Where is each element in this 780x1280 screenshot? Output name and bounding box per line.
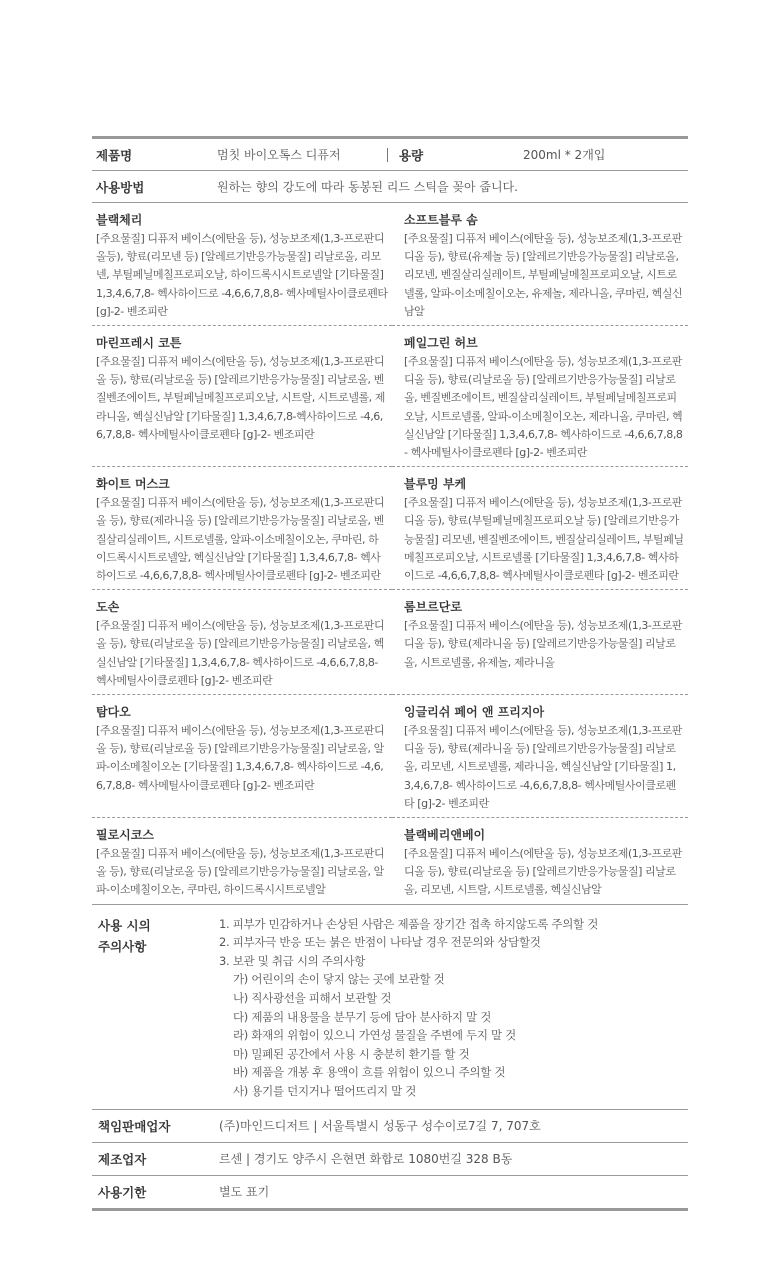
scent-item <box>392 590 688 695</box>
expiry-row <box>92 1176 688 1211</box>
scent-item <box>92 467 392 590</box>
scent-name: 화이트 머스크 <box>96 477 170 492</box>
scent-ingredients: [주요물질] 디퓨저 베이스(에탄올 등), 성능보조제(1,3-프로판디올등), 향료(리모넨 등) [알레르기반응가능물질] 리날로올, 리모넨, 부틸페닐메칠프로피오날, 하이드록시시트로넬알 [기타물질] 1,3,4,6,7,8- 헥사하이드로 -4,6,6,7,8,8- 헥사메틸사이클로펜타 [g]-2- 벤조피란 <box>96 232 388 318</box>
scent-ingredients: [주요물질] 디퓨저 베이스(에탄올 등), 성능보조제(1,3-프로판디올 등), 향료(제라니올 등) [알레르기반응가능물질] 리날로올, 리모넨, 시트로넬롤, 제라니올, 헥실신남알 [기타물질] 1,3,4,6,7,8- 헥사하이드로 -4,6,6,7,8,8- 헥사메틸사이클로펜타 [g]-2- 벤조피란 <box>404 724 682 810</box>
scent-name: 마린프레시 코튼 <box>96 336 182 351</box>
caution-item: 3. 보관 및 취급 시의 주의사항 <box>219 953 366 968</box>
caution-sub-item: 라) 화재의 위험이 있으니 가연성 물질을 주변에 두지 말 것 <box>233 1028 516 1043</box>
scent-name: 블랙체리 <box>96 213 143 227</box>
caution-item: 1. 피부가 민감하거나 손상된 사람은 제품을 장기간 접촉 하지않도록 주의할 것 <box>219 916 599 931</box>
scent-ingredients: [주요물질] 디퓨저 베이스(에탄올 등), 성능보조제(1,3-프로판디올 등), 향료(제라니올 등) [알레르기반응가능물질] 리날로올, 벤질살리실레이트, 시트로넬롤, 알파-이소메칠이오논, 쿠마린, 하이드록시시트로넬알, 헥실신남알 [기타물질] 1,3,4,6,7,8- 헥사하이드로 -4,6,6,7,8,8- 헥사메틸사이클로펜타 [g]-2- 벤조피란 <box>96 496 385 583</box>
scent-item <box>92 203 392 326</box>
scent-ingredients: [주요물질] 디퓨저 베이스(에탄올 등), 성능보조제(1,3-프로판디올 등), 향료(부틸페닐메칠프로피오날 등) [알레르기반응가능물질] 리모넨, 벤질벤조에이트, 벤질살리실레이트, 부틸페닐메칠프로피오날, 시트로넬롤 [기타물질] 1,3,4,6,7,8- 헥사하이드로 -4,6,6,7,8,8- 헥사메틸사이클로펜타 [g]-2- 벤조피란 <box>404 496 684 583</box>
scent-item <box>392 203 688 326</box>
scent-ingredients: [주요물질] 디퓨저 베이스(에탄올 등), 성능보조제(1,3-프로판디올 등), 향료(리날로올 등) [알레르기반응가능물질] 리날로올, 알파-이소메칠이오논, 쿠마린, 하이드록시시트로넬알 <box>96 847 385 897</box>
seller-label: 책임판매업자 <box>98 1118 171 1134</box>
seller-row <box>92 1110 688 1143</box>
product-info-sheet <box>92 136 688 1211</box>
scent-item <box>392 467 688 590</box>
manufacturer-row <box>92 1143 688 1176</box>
scent-ingredients: [주요물질] 디퓨저 베이스(에탄올 등), 성능보조제(1,3-프로판디올 등), 향료(리날로올 등) [알레르기반응가능물질] 리날로올, 리모넨, 시트랄, 시트로넬롤, 헥실신남알 <box>404 847 682 897</box>
column-divider <box>387 148 388 162</box>
scent-name: 롬브르단로 <box>404 600 462 615</box>
scent-name: 블루밍 부케 <box>404 477 467 492</box>
scent-name: 소프트블루 솜 <box>404 213 478 227</box>
product-name-value: 멈칫 바이오톡스 디퓨저 <box>217 148 341 162</box>
caution-item: 2. 피부자극 반응 또는 붉은 반점이 나타날 경우 전문의와 상담할것 <box>219 935 541 950</box>
product-row <box>92 139 688 171</box>
manufacturer-value: 르센 | 경기도 양주시 은현면 화합로 1080번길 328 B동 <box>219 1152 513 1167</box>
scent-name: 필로시코스 <box>96 828 154 843</box>
product-name-label: 제품명 <box>96 147 133 163</box>
caution-sub-item: 바) 제품을 개봉 후 용액이 흐를 위험이 있으니 주의할 것 <box>233 1065 506 1080</box>
scent-item <box>392 818 688 904</box>
scent-name: 블랙베리앤베이 <box>404 828 486 843</box>
scent-name: 페일그린 허브 <box>404 336 478 351</box>
volume-label: 용량 <box>399 147 424 163</box>
scent-item <box>392 695 688 818</box>
usage-label: 사용방법 <box>96 179 145 195</box>
caution-sub-item: 가) 어린이의 손이 닿지 않는 곳에 보관할 것 <box>233 972 445 987</box>
manufacturer-label: 제조업자 <box>98 1151 147 1167</box>
scent-ingredients-grid <box>92 203 688 904</box>
caution-list <box>219 915 598 1101</box>
caution-label-line: 사용 시의 <box>98 917 151 933</box>
scent-name: 도손 <box>96 600 120 615</box>
caution-label <box>92 915 219 1101</box>
scent-ingredients: [주요물질] 디퓨저 베이스(에탄올 등), 성능보조제(1,3-프로판디올 등), 향료(유제놀 등) [알레르기반응가능물질] 리날로올, 리모넨, 벤질살리실레이트, 부틸페닐메칠프로피오날, 시트로넬롤, 알파-이소메칠이오논, 유제놀, 제라니올, 쿠마린, 헥실신남알 <box>404 232 683 318</box>
expiry-value: 별도 표기 <box>219 1185 270 1200</box>
usage-value: 원하는 향의 강도에 따라 동봉된 리드 스틱을 꽂아 줍니다. <box>217 180 518 194</box>
expiry-label: 사용기한 <box>98 1184 147 1200</box>
caution-label-line: 주의사항 <box>98 938 147 954</box>
caution-sub-item: 마) 밀폐된 공간에서 사용 시 충분히 환기를 할 것 <box>233 1046 470 1061</box>
usage-row <box>92 171 688 203</box>
scent-ingredients: [주요물질] 디퓨저 베이스(에탄올 등), 성능보조제(1,3-프로판디올 등), 향료(리날로올 등) [알레르기반응가능물질] 리날로올, 알파-이소메칠이오논 [기타물질] 1,3,4,6,7,8- 헥사하이드로 -4,6,6,7,8,8- 헥사메틸사이클로펜타 [g]-2- 벤조피란 <box>96 724 385 792</box>
volume-value: 200ml * 2개입 <box>523 148 606 162</box>
seller-value: (주)마인드디저트 | 서울특별시 성동구 성수이로7길 7, 707호 <box>219 1119 541 1134</box>
scent-ingredients: [주요물질] 디퓨저 베이스(에탄올 등), 성능보조제(1,3-프로판디올 등), 향료(제라니올 등) [알레르기반응가능물질] 리날로올, 시트로넬롤, 유제놀, 제라니올 <box>404 619 682 669</box>
caution-sub-item: 사) 용기를 던지거나 떨어뜨리지 말 것 <box>233 1084 417 1099</box>
scent-item <box>92 818 392 904</box>
scent-ingredients: [주요물질] 디퓨저 베이스(에탄올 등), 성능보조제(1,3-프로판디올 등), 향료(리날로올 등) [알레르기반응가능물질] 리날로올, 헥실신남알 [기타물질] 1,3,4,6,7,8- 헥사하이드로 -4,6,6,7,8,8- 헥사메틸사이클로펜타 [g]-2- 벤조피란 <box>96 619 385 687</box>
caution-sub-item: 나) 직사광선을 피해서 보관할 것 <box>233 991 392 1006</box>
scent-item <box>92 326 392 467</box>
scent-ingredients: [주요물질] 디퓨저 베이스(에탄올 등), 성능보조제(1,3-프로판디올 등), 향료(리날로올 등) [알레르기반응가능물질] 리날로올, 벤질벤조에이트, 부틸페닐메칠프로피오날, 시트랄, 시트로넬롤, 제라니올, 헥실신남알 [기타물질] 1,3,4,6,7,8-헥사하이드로 -4,6,6,7,8,8- 헥사메틸사이클로펜타 [g]-2- 벤조피란 <box>96 355 385 441</box>
scent-item <box>92 695 392 818</box>
scent-name: 잉글리쉬 페어 앤 프리지아 <box>404 705 545 720</box>
scent-item <box>92 590 392 695</box>
scent-name: 탐다오 <box>96 705 131 720</box>
scent-ingredients: [주요물질] 디퓨저 베이스(에탄올 등), 성능보조제(1,3-프로판디올 등), 향료(리날로올 등) [알레르기반응가능물질] 리날로올, 벤질벤조에이트, 벤질살리실레이트, 부틸페닐메칠프로피오날, 시트로넬롤, 알파-이소메칠이오논, 제라니올, 쿠마린, 헥실신남알 [기타물질] 1,3,4,6,7,8- 헥사하이드로 -4,6,6,7,8,8- 헥사메틸사이클로펜타 [g]-2- 벤조피란 <box>404 355 683 460</box>
caution-sub-item: 다) 제품의 내용물을 분무기 등에 담아 분사하지 말 것 <box>233 1009 492 1024</box>
scent-item <box>392 326 688 467</box>
caution-section <box>92 904 688 1110</box>
